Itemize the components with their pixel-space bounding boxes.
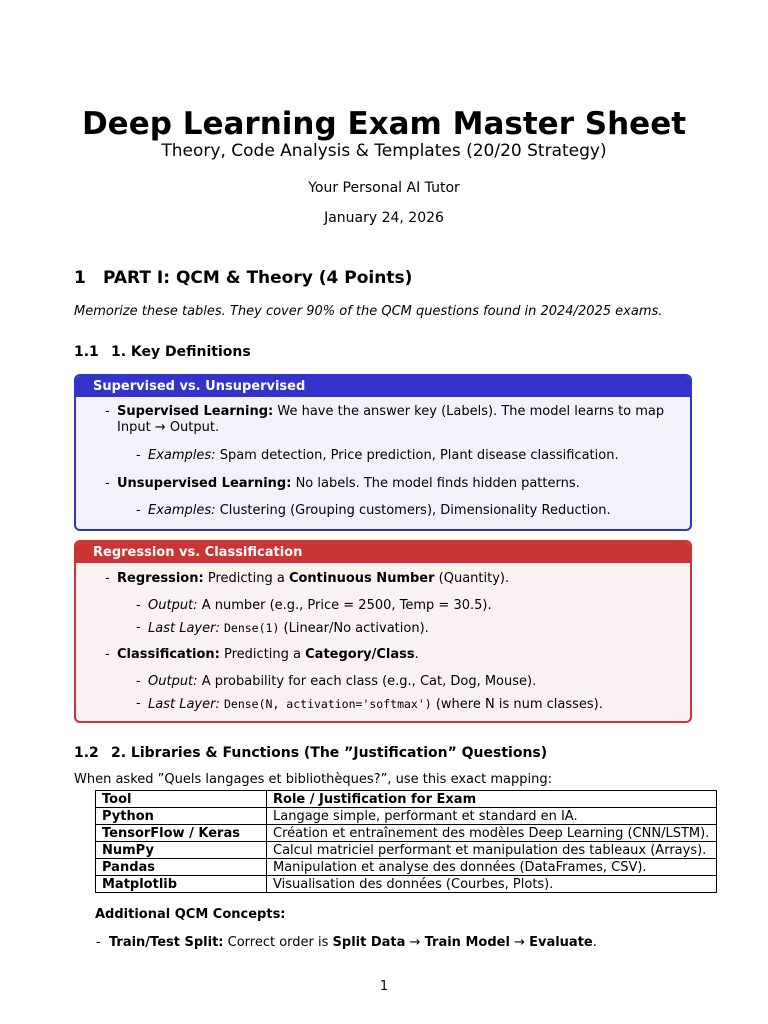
box-title: Supervised vs. Unsupervised — [76, 376, 690, 397]
document-subtitle: Theory, Code Analysis & Templates (20/20 Strategy) — [161, 141, 607, 161]
list-item-regression — [105, 571, 677, 587]
bullet-dash: - — [136, 620, 141, 635]
definition-post: (Quantity). — [438, 571, 510, 586]
bullet-dash: - — [136, 696, 141, 711]
section-heading-1 — [74, 266, 412, 290]
table-cell-role: Manipulation et analyse des données (DataFrames, CSV). — [267, 859, 717, 876]
table-cell-role: Visualisation des données (Courbes, Plots). — [267, 876, 717, 893]
table-cell-tool: NumPy — [96, 842, 267, 859]
list-item-classification — [105, 647, 677, 663]
table-cell-role: Calcul matriciel performant et manipulation des tableaux (Arrays). — [267, 842, 717, 859]
document-title: Deep Learning Exam Master Sheet — [81, 106, 687, 142]
output-text: A probability for each class (e.g., Cat, Dog, Mouse). — [201, 674, 537, 689]
table-cell-tool: Matplotlib — [96, 876, 267, 893]
section-intro: Memorize these tables. They cover 90% of the QCM questions found in 2024/2025 exams. — [74, 304, 663, 319]
table-cell-tool: Python — [96, 808, 267, 825]
split-post: . — [592, 935, 597, 950]
term: Supervised Learning: — [117, 404, 274, 419]
subsection-heading-1-2 — [74, 743, 547, 763]
definition: No labels. The model finds hidden patterns. — [295, 476, 580, 491]
code-snippet: Dense(1) — [223, 621, 280, 635]
document-date: January 24, 2026 — [324, 210, 444, 226]
examples-text: Spam detection, Price prediction, Plant disease classification. — [219, 448, 619, 463]
table-row — [96, 876, 717, 893]
subsection-title: 2. Libraries & Functions (The ”Justification” Questions) — [111, 745, 548, 761]
table-row — [96, 825, 717, 842]
split-step-3: Evaluate — [529, 935, 593, 950]
bullet-dash: - — [105, 476, 110, 491]
definition-post: . — [414, 647, 419, 662]
list-item-train-test-split — [96, 934, 597, 952]
list-item-regression-output — [136, 598, 678, 614]
subsection-number: 1.1 — [74, 344, 99, 360]
definition-bold: Category/Class — [305, 647, 415, 662]
box-title: Regression vs. Classification — [76, 542, 690, 563]
term: Classification: — [117, 647, 220, 662]
list-item-unsupervised — [105, 476, 677, 492]
subsection-heading-1-1 — [74, 342, 251, 362]
section-title: PART I: QCM & Theory (4 Points) — [103, 268, 413, 288]
term: Regression: — [117, 571, 204, 586]
term: Last Layer: — [148, 697, 220, 712]
regression-vs-classification-box — [74, 540, 692, 723]
definition: We have the answer key (Labels). The model learns to map Input → Output. — [117, 404, 665, 435]
term: Output: — [148, 598, 198, 613]
arrow-icon: → — [514, 935, 525, 950]
list-item-supervised-examples — [136, 448, 678, 464]
list-item-classification-last-layer — [136, 696, 678, 713]
term: Output: — [148, 674, 198, 689]
bullet-dash: - — [105, 404, 110, 419]
arrow-icon: → — [409, 935, 421, 950]
bullet-dash: - — [136, 674, 141, 689]
term: Unsupervised Learning: — [117, 476, 292, 491]
definition-pre: Predicting a — [207, 571, 285, 586]
split-pre: Correct order is — [227, 935, 329, 950]
bullet-dash: - — [136, 503, 141, 518]
additional-concepts-heading: Additional QCM Concepts: — [95, 907, 286, 922]
term: Examples: — [148, 503, 216, 518]
list-item-unsupervised-examples — [136, 503, 678, 519]
term: Train/Test Split: — [108, 935, 224, 950]
layer-text: (Linear/No activation). — [283, 621, 429, 636]
code-snippet: Dense(N, activation='softmax') — [223, 697, 432, 711]
definition-bold: Continuous Number — [288, 571, 435, 586]
table-lead-text: When asked ”Quels langages et bibliothèques?”, use this exact mapping: — [74, 772, 552, 787]
list-item-regression-last-layer — [136, 620, 678, 637]
document-author: Your Personal AI Tutor — [308, 180, 460, 196]
libraries-table — [95, 790, 717, 893]
subsection-number: 1.2 — [74, 745, 99, 761]
bullet-dash: - — [105, 571, 110, 586]
table-row — [96, 808, 717, 825]
output-text: A number (e.g., Price = 2500, Temp = 30.5). — [201, 598, 492, 613]
bullet-dash: - — [96, 935, 105, 950]
table-cell-role: Création et entraînement des modèles Deep Learning (CNN/LSTM). — [267, 825, 717, 842]
section-number: 1 — [74, 268, 86, 288]
list-item-supervised — [105, 404, 677, 436]
table-row — [96, 859, 717, 876]
supervised-vs-unsupervised-box — [74, 374, 692, 531]
table-cell-tool: TensorFlow / Keras — [96, 825, 267, 842]
term: Last Layer: — [148, 621, 220, 636]
bullet-dash: - — [136, 598, 141, 613]
table-row — [96, 842, 717, 859]
bullet-dash: - — [105, 647, 110, 662]
table-header-cell: Tool — [96, 791, 267, 808]
definition-pre: Predicting a — [224, 647, 301, 662]
page-number: 1 — [379, 979, 389, 994]
split-step-2: Train Model — [424, 935, 510, 950]
table-cell-tool: Pandas — [96, 859, 267, 876]
table-cell-role: Langage simple, performant et standard en IA. — [267, 808, 717, 825]
bullet-dash: - — [136, 448, 141, 463]
list-item-classification-output — [136, 674, 678, 690]
subsection-title: 1. Key Definitions — [111, 344, 251, 360]
table-header-cell: Role / Justification for Exam — [267, 791, 717, 808]
layer-text: (where N is num classes). — [435, 697, 603, 712]
split-step-1: Split Data — [332, 935, 406, 950]
examples-text: Clustering (Grouping customers), Dimensionality Reduction. — [219, 503, 611, 518]
term: Examples: — [148, 448, 216, 463]
table-header-row — [96, 791, 717, 808]
